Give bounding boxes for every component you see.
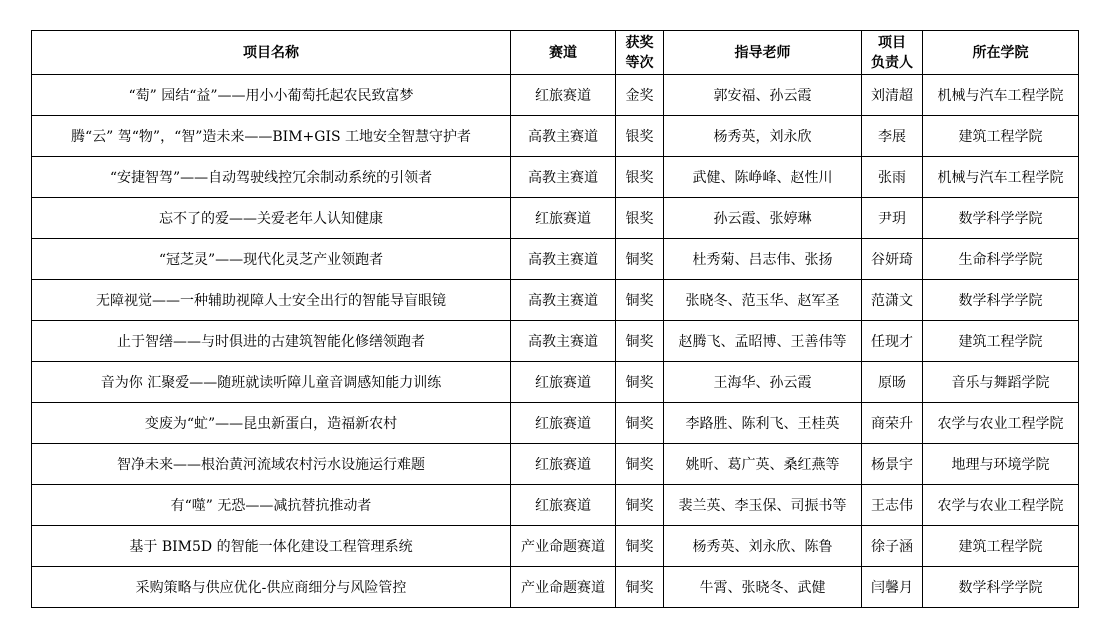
college-cell: 音乐与舞蹈学院 [923,362,1079,403]
leader-cell: 李展 [862,116,923,157]
project-name-cell: “安捷智驾”——自动驾驶线控冗余制动系统的引领者 [32,157,511,198]
project-name-cell: 腾“云” 驾“物”，“智”造未来——BIM+GIS 工地安全智慧守护者 [32,116,511,157]
college-cell: 数学科学学院 [923,198,1079,239]
table-row [32,198,1079,239]
track-cell: 红旅赛道 [511,444,616,485]
advisors-cell: 牛霄、张晓冬、武健 [664,567,862,608]
table-row [32,403,1079,444]
college-cell: 地理与环境学院 [923,444,1079,485]
track-cell: 高教主赛道 [511,280,616,321]
award-cell: 铜奖 [616,485,664,526]
advisors-cell: 武健、陈峥峰、赵性川 [664,157,862,198]
header-leader-line1: 项目 [878,34,906,51]
table-row [32,567,1079,608]
award-cell: 铜奖 [616,280,664,321]
project-name-cell: 有“噬” 无恐——减抗替抗推动者 [32,485,511,526]
advisors-cell: 李路胜、陈利飞、王桂英 [664,403,862,444]
header-award-line2: 等次 [625,54,654,71]
table-row [32,75,1079,116]
project-name-cell: 音为你 汇聚爱——随班就读听障儿童音调感知能力训练 [32,362,511,403]
table-row [32,321,1079,362]
leader-cell: 尹玥 [862,198,923,239]
college-cell: 机械与汽车工程学院 [923,157,1079,198]
college-cell: 建筑工程学院 [923,116,1079,157]
track-cell: 产业命题赛道 [511,526,616,567]
project-name-cell: 变废为“虻”——昆虫新蛋白，造福新农村 [32,403,511,444]
advisors-cell: 裴兰英、李玉保、司振书等 [664,485,862,526]
project-name-cell: 止于智缮——与时俱进的古建筑智能化修缮领跑者 [32,321,511,362]
project-name-cell: 智净未来——根治黄河流域农村污水设施运行难题 [32,444,511,485]
award-cell: 铜奖 [616,567,664,608]
college-cell: 建筑工程学院 [923,526,1079,567]
table-row [32,444,1079,485]
header-advisors: 指导老师 [664,31,862,75]
track-cell: 高教主赛道 [511,116,616,157]
leader-cell: 徐子涵 [862,526,923,567]
college-cell: 生命科学学院 [923,239,1079,280]
header-project-leader [862,31,923,75]
header-project-name: 项目名称 [32,31,511,75]
leader-cell: 原旸 [862,362,923,403]
award-cell: 铜奖 [616,526,664,567]
leader-cell: 闫馨月 [862,567,923,608]
leader-cell: 张雨 [862,157,923,198]
college-cell: 数学科学学院 [923,280,1079,321]
table-row [32,362,1079,403]
leader-cell: 王志伟 [862,485,923,526]
leader-cell: 刘清超 [862,75,923,116]
track-cell: 红旅赛道 [511,362,616,403]
award-cell: 铜奖 [616,321,664,362]
track-cell: 红旅赛道 [511,485,616,526]
project-name-cell: 基于 BIM5D 的智能一体化建设工程管理系统 [32,526,511,567]
college-cell: 农学与农业工程学院 [923,485,1079,526]
college-cell: 建筑工程学院 [923,321,1079,362]
advisors-cell: 杨秀英、刘永欣、陈鲁 [664,526,862,567]
track-cell: 高教主赛道 [511,157,616,198]
award-cell: 铜奖 [616,362,664,403]
advisors-cell: 杜秀菊、吕志伟、张扬 [664,239,862,280]
award-cell: 银奖 [616,198,664,239]
header-award-level [616,31,664,75]
project-name-cell: “萄” 园结“益”——用小小葡萄托起农民致富梦 [32,75,511,116]
award-cell: 铜奖 [616,444,664,485]
table-row [32,485,1079,526]
header-college: 所在学院 [923,31,1079,75]
table-row [32,157,1079,198]
track-cell: 红旅赛道 [511,198,616,239]
award-cell: 银奖 [616,116,664,157]
college-cell: 农学与农业工程学院 [923,403,1079,444]
header-leader-line2: 负责人 [871,54,913,71]
track-cell: 红旅赛道 [511,75,616,116]
college-cell: 数学科学学院 [923,567,1079,608]
advisors-cell: 王海华、孙云霞 [664,362,862,403]
leader-cell: 杨景宇 [862,444,923,485]
header-row [32,31,1079,75]
table-row [32,116,1079,157]
leader-cell: 范潇文 [862,280,923,321]
track-cell: 产业命题赛道 [511,567,616,608]
advisors-cell: 赵腾飞、孟昭博、王善伟等 [664,321,862,362]
college-cell: 机械与汽车工程学院 [923,75,1079,116]
project-name-cell: 忘不了的爱——关爱老年人认知健康 [32,198,511,239]
award-cell: 铜奖 [616,403,664,444]
table-row [32,239,1079,280]
table-row [32,526,1079,567]
advisors-cell: 姚昕、葛广英、桑红燕等 [664,444,862,485]
awards-table [31,30,1079,608]
project-name-cell: “冠芝灵”——现代化灵芝产业领跑者 [32,239,511,280]
award-cell: 铜奖 [616,239,664,280]
header-award-line1: 获奖 [625,34,654,51]
advisors-cell: 郭安福、孙云霞 [664,75,862,116]
track-cell: 红旅赛道 [511,403,616,444]
award-cell: 金奖 [616,75,664,116]
track-cell: 高教主赛道 [511,321,616,362]
award-cell: 银奖 [616,157,664,198]
advisors-cell: 孙云霞、张婷琳 [664,198,862,239]
advisors-cell: 张晓冬、范玉华、赵军圣 [664,280,862,321]
leader-cell: 谷妍琦 [862,239,923,280]
project-name-cell: 采购策略与供应优化-供应商细分与风险管控 [32,567,511,608]
project-name-cell: 无障视觉——一种辅助视障人士安全出行的智能导盲眼镜 [32,280,511,321]
header-track: 赛道 [511,31,616,75]
leader-cell: 任现才 [862,321,923,362]
advisors-cell: 杨秀英，刘永欣 [664,116,862,157]
table-body [32,75,1079,608]
leader-cell: 商荣升 [862,403,923,444]
track-cell: 高教主赛道 [511,239,616,280]
table-row [32,280,1079,321]
